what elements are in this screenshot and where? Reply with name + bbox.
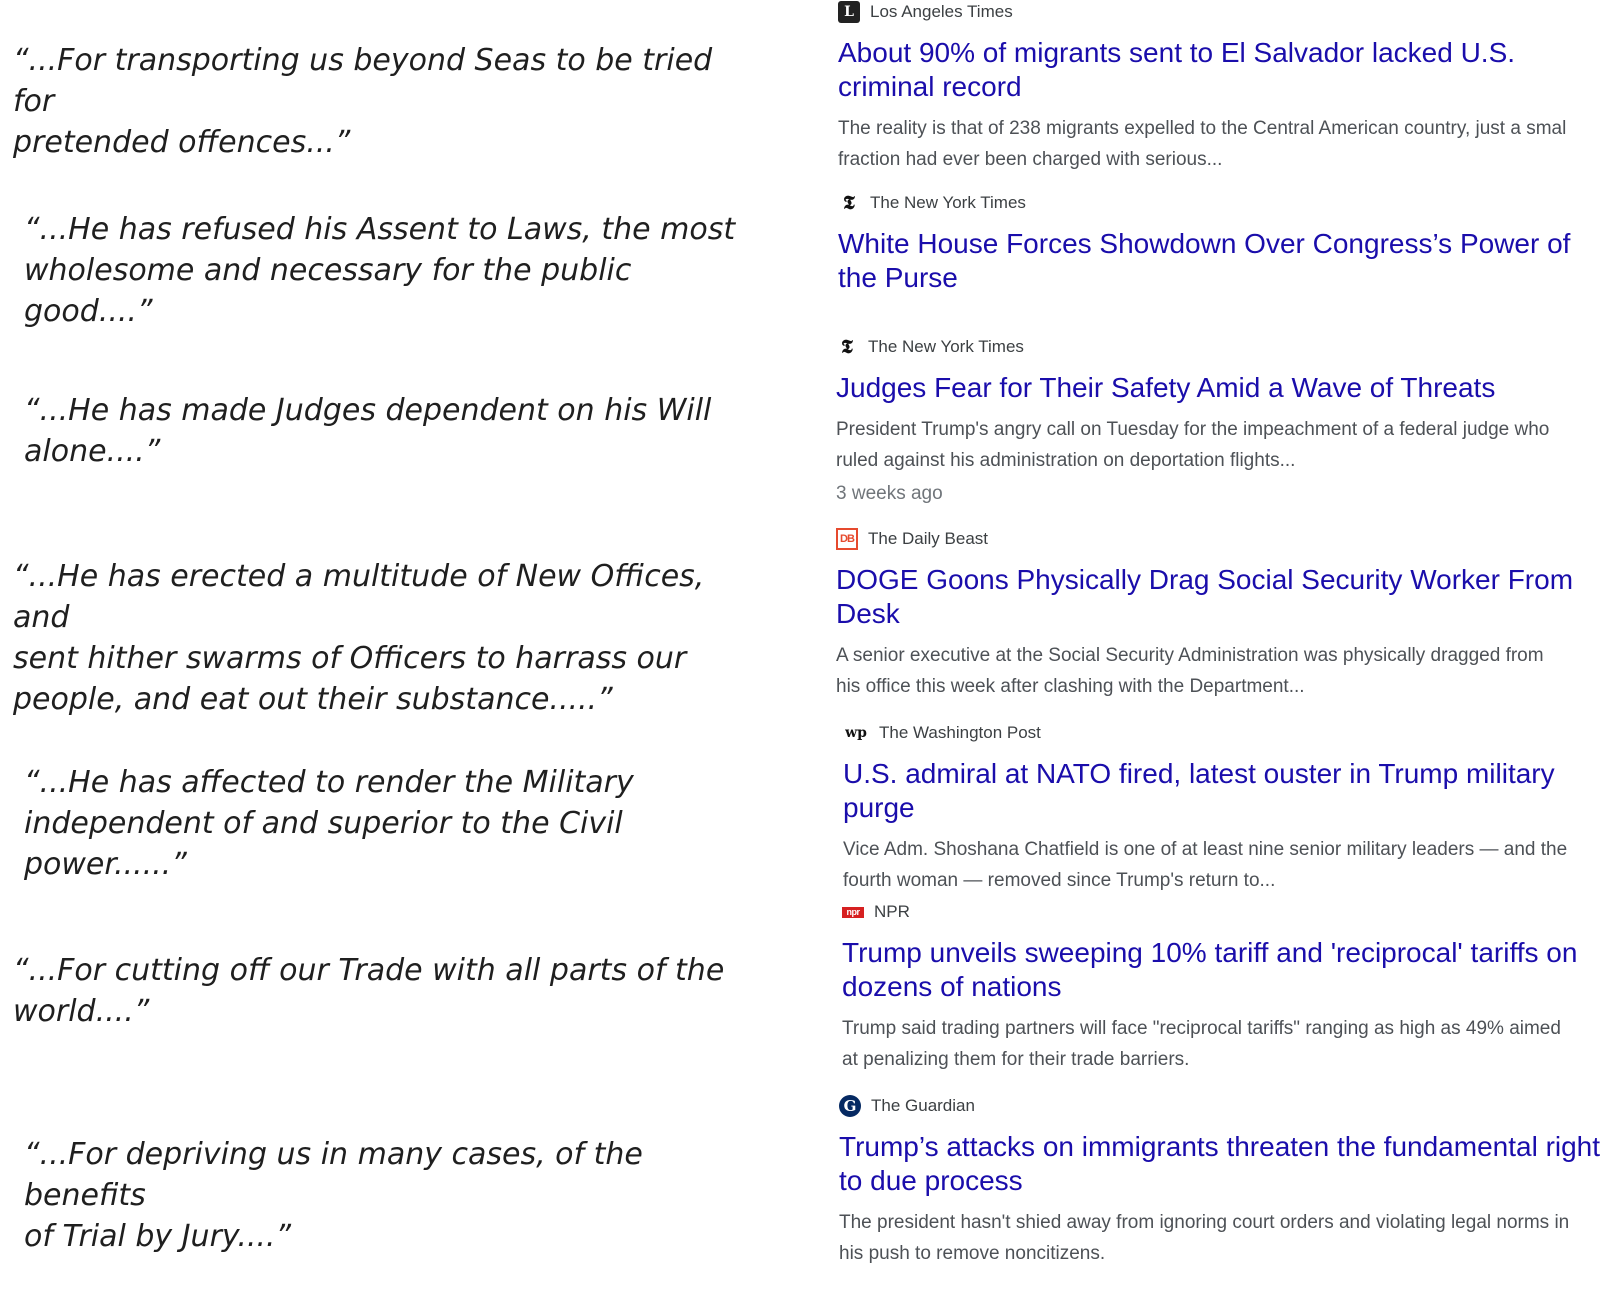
la-times-icon: L	[838, 1, 860, 23]
declaration-quotes-column	[0, 0, 760, 1306]
quote-trial-by-jury: “...For depriving us in many cases, of the benefits of Trial by Jury....”	[24, 1137, 643, 1254]
news-timestamp: 3 weeks ago	[836, 483, 943, 504]
news-source-name: The Daily Beast	[868, 529, 988, 548]
washington-post-icon: wp	[845, 725, 867, 741]
news-source-name: Los Angeles Times	[870, 2, 1013, 21]
quote-new-offices: “...He has erected a multitude of New Offices, and sent hither swarms of Officers to harrass our people, and eat out their substance.....”	[13, 559, 705, 717]
news-source	[836, 527, 1606, 551]
news-source-name: NPR	[874, 902, 910, 921]
quote-cutting-off-trade: “...For cutting off our Trade with all parts of the world....”	[13, 953, 725, 1029]
news-source	[842, 900, 1612, 924]
news-headline-link[interactable]: White House Forces Showdown Over Congress’s Power of the Purse	[838, 228, 1571, 293]
news-item-nyt-purse	[838, 191, 1608, 295]
news-headline-link[interactable]: Trump unveils sweeping 10% tariff and 'reciprocal' tariffs on dozens of nations	[842, 937, 1578, 1002]
news-results-column	[838, 0, 1617, 1306]
news-source	[838, 191, 1608, 215]
news-item-washington-post	[843, 721, 1613, 896]
news-headline-link[interactable]: Judges Fear for Their Safety Amid a Wave of Threats	[836, 372, 1496, 403]
news-source-name: The New York Times	[868, 337, 1024, 356]
news-snippet: Vice Adm. Shoshana Chatfield is one of at least nine senior military leaders — and the fourth woman — removed since Trump's return to...	[843, 839, 1568, 891]
news-source	[843, 721, 1613, 745]
daily-beast-icon: DB	[836, 528, 858, 550]
quote-military-independent: “...He has affected to render the Military independent of and superior to the Civil power......”	[24, 765, 634, 882]
news-item-guardian	[839, 1094, 1609, 1269]
news-snippet: A senior executive at the Social Security Administration was physically dragged from his office this week after clashing with the Department...	[836, 645, 1544, 697]
guardian-icon: G	[839, 1095, 861, 1117]
news-item-nyt-judges	[836, 335, 1606, 508]
quote-transporting-beyond-seas: “...For transporting us beyond Seas to be tried for pretended offences...”	[13, 43, 713, 160]
news-item-daily-beast	[836, 527, 1606, 702]
news-source	[838, 0, 1608, 24]
news-source-name: The Washington Post	[879, 723, 1041, 742]
news-headline-link[interactable]: About 90% of migrants sent to El Salvador lacked U.S. criminal record	[838, 37, 1516, 102]
news-source	[839, 1094, 1609, 1118]
news-item-npr	[842, 900, 1612, 1075]
nyt-icon: 𝕿	[841, 336, 853, 358]
quote-refused-assent: “...He has refused his Assent to Laws, the most wholesome and necessary for the public good....”	[24, 212, 736, 329]
news-headline-link[interactable]: DOGE Goons Physically Drag Social Security Worker From Desk	[836, 564, 1574, 629]
quote-judges-dependent: “...He has made Judges dependent on his Will alone....”	[24, 393, 712, 469]
news-snippet: President Trump's angry call on Tuesday for the impeachment of a federal judge who ruled against his administration on deportation flights...	[836, 419, 1550, 471]
news-source-name: The Guardian	[871, 1096, 975, 1115]
npr-icon: npr	[842, 907, 864, 918]
news-snippet: Trump said trading partners will face "reciprocal tariffs" ranging as high as 49% aimed at penalizing them for their trade barriers.	[842, 1018, 1561, 1070]
news-source-name: The New York Times	[870, 193, 1026, 212]
news-snippet: The reality is that of 238 migrants expelled to the Central American country, just a smal fraction had ever been charged with serious...	[838, 118, 1567, 170]
news-item-la-times	[838, 0, 1608, 175]
news-headline-link[interactable]: U.S. admiral at NATO fired, latest ouster in Trump military purge	[843, 758, 1555, 823]
news-snippet: The president hasn't shied away from ignoring court orders and violating legal norms in his push to remove noncitizens.	[839, 1212, 1570, 1264]
news-headline-link[interactable]: Trump’s attacks on immigrants threaten the fundamental right to due process	[839, 1131, 1601, 1196]
news-source	[836, 335, 1606, 359]
nyt-icon: 𝕿	[843, 192, 855, 214]
